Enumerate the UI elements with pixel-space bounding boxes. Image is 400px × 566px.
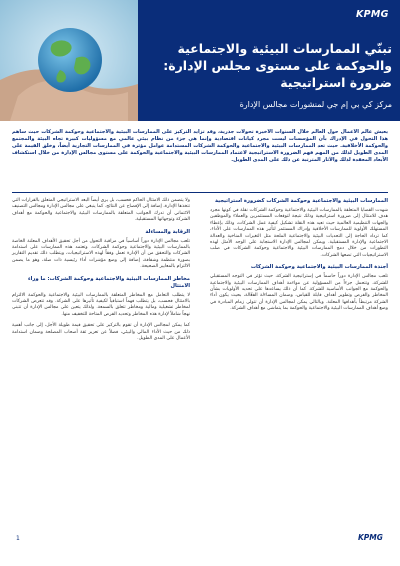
page-title (148, 40, 392, 91)
paragraph-risks: لا يتطلب التعامل مع المخاطر المتعلقة بالممارسات البيئية والاجتماعية والحوكمة الالتزام بالامتثال فحسب، بل يتطلب فهماً استباقياً لكيفية تأثيرها على الشركة. وقد تتعرض الشركات لمخاطر تشغيلية ومالية ومخاطر تتعلق بالسمعة. ولذلك يتعين على مجالس الإدارة أن تتبنى نهجاً شاملاً لإدارة هذه المخاطر وتحديد الفرص المتاحة للتخفيف منها. (12, 292, 190, 317)
kpmg-logo-text: KPMG (356, 9, 389, 20)
right-column (210, 198, 388, 318)
page-number: 1 (16, 535, 20, 542)
paragraph-continued: ولا يتضمن ذلك الامتثال الحاكم فحسب، بل يرى أيضاً البعد الاستراتيجي المتعلق بالقرارات التي تتخذها الإدارة، إضافة إلى الإفصاح عن النتائج. كما ينبغي على مجالس الإدارة ومجالس التصنيف الائتماني أن تدرك الجوانب المتعلقة بالممارسات البيئية والاجتماعية والحوكمة مع أهداف الشركة وتوجهاتها المستقبلية. (12, 198, 190, 223)
footer-kpmg-logo (358, 532, 388, 544)
intro-paragraph: يعيش عالم الأعمال حول العالم خلال السنوات الأخيرة تحولات جذرية، وقد تزايد التركيز على الممارسات البيئية والاجتماعية وحوكمة الشركات حيث ساهم هذا التحول في الإدراك بأن المؤسسات ليست مجرد كيانات اقتصادية وإنما هي جزء من نظام بيئي عالمي مع مسؤوليات كبيرة تجاه البيئة والمجتمع والحوكمة الأخلاقية. حيث تعد الممارسات البيئية والاجتماعية والحوكمة الشركات المستدامة عوامل مؤثرة في الممارسات التجارية أيضاً، وخلق القيمة على المدى الطويل لذلك من المهم فهم الضرورة الاستراتيجية لاعتماد الممارسات البيئية والاجتماعية والحوكمة على مستوى مجالس الإدارة من خلال استكشاف الأبعاد المعقدة لذلك والآثار المترتبة عن ذلك على المدى الطويل. (12, 129, 388, 163)
section-heading-agenda: أجندة الممارسات البيئية والاجتماعية وحوكمة الشركات (250, 264, 388, 271)
section-heading-strategic: الممارسات البيئية والاجتماعية وحوكمة الشركات كضرورة استراتيجية (215, 198, 388, 204)
section-heading-risks: مخاطر الممارسات البيئية والاجتماعية وحوكمة الشركات: ما وراء الامتثال (28, 275, 190, 289)
paragraph-long-term: كما يمكن لمجالس الإدارة أن تقوم بالتركيز على تحقيق قيمة طويلة الأجل، إلى جانب أهمية ذلك من حيث الأداء المالي والبيئي، فضلاً عن تعزيز ثقة أصحاب المصلحة وضمان استدامة الأعمال على المدى الطويل. (12, 323, 190, 342)
left-column (12, 198, 190, 348)
globe-in-hands-image (0, 0, 138, 121)
section-heading-oversight: الرقابة والمساءلة (145, 228, 190, 235)
title-line-2: والحوكمة على مستوى مجلس الإدارة: (163, 58, 392, 73)
page-subtitle: مركز كي بي إم جي لمنشورات مجالس الإدارة (239, 100, 392, 109)
title-line-3: ضرورة استراتيجية (280, 75, 392, 90)
paragraph-oversight: تلعب مجالس الإدارة دوراً أساسياً في مراقبة التحول من أجل تحقيق الأهداف المعلنة الخاصة بالممارسات البيئية والاجتماعية وحوكمة الشركات. وتعتمد هذه الممارسات على استدامة الشركات والتحقق من أن الإدارة تعمل وفقاً لهذه الاستراتيجيات، ويتطلب ذلك تقديم التقارير بصورة منتظمة وشفافة، إضافة إلى وضع مؤشرات أداء رئيسية ذات صلة، وهو ما يضمن الالتزام بالمعايير الصحيحة. (12, 238, 190, 270)
kpmg-logo (356, 8, 392, 22)
paragraph-agenda: تلعب مجالس الإدارة دوراً حاسماً في إستراتيجية الشركة، حيث تؤثر في التوجه المستقبلي للشركة، وتتحمل جزءاً من المسؤولية عن مواءمة أهداف الممارسات البيئية والاجتماعية والحوكمة مع الجوانب الأساسية للشركة. كما أن ذلك يساعدها على تحديد الأولويات بشأن المخاطر والفرص وتطوير أهداف قابلة للقياس، وضمان المساءلة الفعّالة، بحيث يكون أداء الشركة مرتبطاً بأهدافها المعلنة. وبالتالي يمكن لمجالس الإدارة أن تتولى زمام المبادرة في وضع أهداف الممارسات البيئية والاجتماعية والحوكمة بما يتماشى مع أهداف الشركة. (210, 274, 388, 312)
paragraph-strategic: شهدت القضايا المتعلقة بالممارسات البيئية والاجتماعية وحوكمة الشركات نقلة في كونها مجرد هدف للامتثال إلى ضرورة استراتيجية وذلك نتيجة لتوقعات المستثمرين والعملاء والموظفين والجهات التنظيمية العالمية حيث تعيد هذه النقلة تشكيل كيفية عمل الشركات، وذلك بإعطاء المستهلك الأولوية للممارسات الأخلاقية وإدراك المستثمر لتأثير هذه الممارسات على الأداء، كما تزداد الحاجة إلى التحديات البيئية والاجتماعية الملحة مثل التغيرات المناخية والعدالة الاجتماعية والإدارة المستقبلية. ويمكن لمجالس الإدارة الاستجابة على الوجه الأمثل لهذه التطورات من خلال دمج الممارسات البيئية والاجتماعية وحوكمة الشركات في صلب الاستراتيجيات التي تضعها الشركات. (210, 208, 388, 258)
page-header (0, 0, 400, 121)
title-line-1: تبنّي الممارسات البيئية والاجتماعية (177, 41, 392, 56)
section-divider (12, 192, 388, 193)
footer-logo-text: KPMG (358, 533, 383, 542)
